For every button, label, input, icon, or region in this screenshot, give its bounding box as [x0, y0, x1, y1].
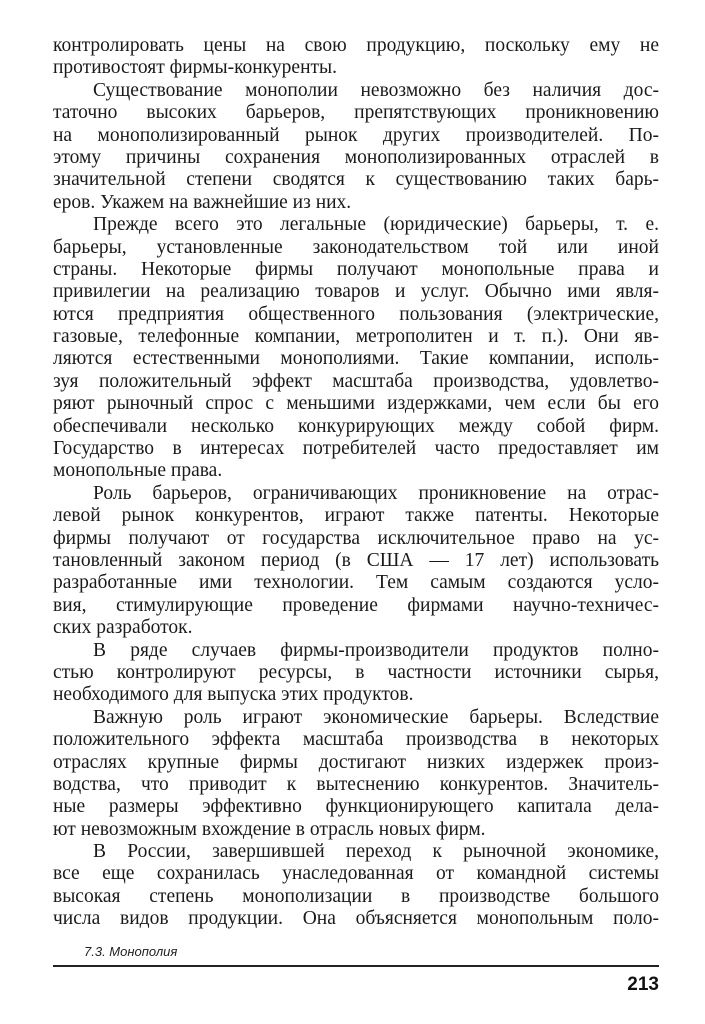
text-line: еров. Укажем на важнейшие из них.	[53, 191, 352, 213]
text-line: числа видов продукции. Она объясняется монопольным поло-	[53, 908, 659, 930]
text-line: на монополизированный рынок других производителей. По-	[53, 124, 659, 146]
text-line: Прежде всего это легальные (юридические) барьеры, т. е.	[93, 214, 659, 236]
text-line: ются предприятия общественного пользования (электрические,	[53, 303, 659, 325]
text-line: обеспечивали несколько конкурирующих между собой фирм.	[53, 415, 659, 437]
text-line: контролировать цены на свою продукцию, поскольку ему не	[53, 35, 659, 56]
text-line: ских разработок.	[53, 617, 193, 639]
text-line: привилегии на реализацию товаров и услуг. Обычно ими явля-	[53, 281, 659, 303]
text-line: барьеры, установленные законодательством той или иной	[53, 236, 659, 258]
text-line: зуя положительный эффект масштаба производства, удовлетво-	[53, 370, 659, 392]
text-line: этому причины сохранения монополизированных отраслей в	[53, 146, 659, 168]
text-line: монопольные права.	[53, 460, 223, 482]
text-line: газовые, телефонные компании, метрополитен и т. п.). Они яв-	[53, 326, 659, 348]
text-line: разработанные ими технологии. Тем самым создаются усло-	[53, 572, 659, 594]
paragraph	[53, 80, 659, 214]
text-line: стью контролируют ресурсы, в частности источники сырья,	[53, 661, 659, 683]
text-line: фирмы получают от государства исключительное право на ус-	[53, 527, 659, 549]
text-line: ные размеры эффективно функционирующего капитала дела-	[53, 796, 659, 818]
page-number: 213	[627, 974, 659, 995]
text-line: Важную роль играют экономические барьеры. Вследствие	[93, 706, 659, 728]
text-line: ют невозможным вхождение в отрасль новых фирм.	[53, 818, 486, 840]
text-line: отраслях крупные фирмы достигают низких издержек произ-	[53, 751, 659, 773]
footer-rule	[53, 965, 659, 967]
text-line: таточно высоких барьеров, препятствующих проникновению	[53, 102, 659, 124]
text-line: положительного эффекта масштаба производства в некоторых	[53, 729, 659, 751]
paragraph	[53, 214, 659, 483]
text-line: Государство в интересах потребителей часто предоставляет им	[53, 438, 659, 460]
text-line: водства, что приводит к вытеснению конкурентов. Значитель-	[53, 773, 659, 795]
text-line: страны. Некоторые фирмы получают монопольные права и	[53, 258, 659, 280]
text-line: противостоят фирмы-конкуренты.	[53, 57, 338, 79]
paragraph	[53, 640, 659, 707]
text-line: Существование монополии невозможно без наличия дос-	[93, 79, 659, 101]
text-line: тановленный законом период (в США — 17 лет) использовать	[53, 549, 659, 571]
text-line: Роль барьеров, ограничивающих проникновение на отрас-	[93, 482, 659, 504]
text-line: вия, стимулирующие проведение фирмами научно-техничес-	[53, 594, 659, 616]
paragraph	[53, 841, 659, 931]
text-line: все еще сохранилась унаследованная от командной системы	[53, 863, 659, 885]
text-line: ляются естественными монополиями. Такие компании, исполь-	[53, 348, 659, 370]
paragraph	[53, 35, 659, 80]
text-line: В ряде случаев фирмы-производители продуктов полно-	[93, 639, 659, 661]
paragraph	[53, 707, 659, 841]
paragraph	[53, 483, 659, 640]
text-line: высокая степень монополизации в производстве большого	[53, 885, 659, 907]
body-text	[53, 35, 659, 931]
running-footer-section-title: 7.3. Монополия	[84, 944, 178, 959]
text-line: ряют рыночный спрос с меньшими издержками, чем если бы его	[53, 393, 659, 415]
text-line: значительной степени сводятся к существованию таких барь-	[53, 169, 659, 191]
text-line: левой рынок конкурентов, играют также патенты. Некоторые	[53, 505, 659, 527]
text-line: В России, завершившей переход к рыночной экономике,	[93, 841, 659, 863]
text-line: необходимого для выпуска этих продуктов.	[53, 684, 414, 706]
